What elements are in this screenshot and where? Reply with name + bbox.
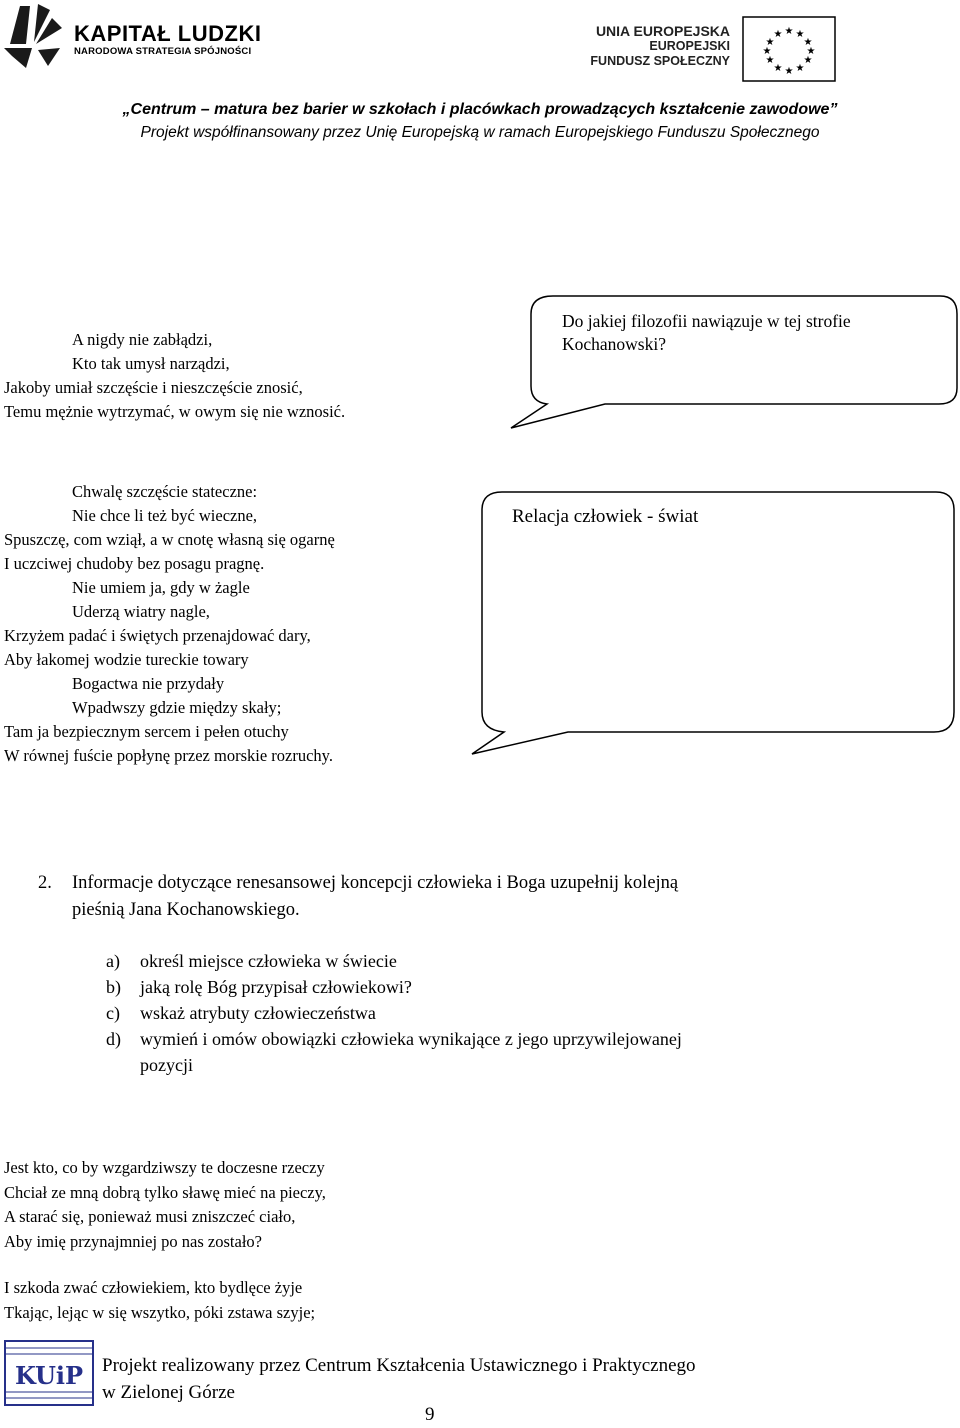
svg-text:★: ★ bbox=[773, 29, 783, 40]
svg-text:★: ★ bbox=[803, 55, 813, 66]
eu-line2: EUROPEJSKI bbox=[649, 39, 730, 53]
svg-text:★: ★ bbox=[784, 66, 794, 77]
kapital-ludzki-logo bbox=[4, 4, 274, 70]
poem-line: Nie umiem ja, gdy w żagle bbox=[72, 578, 250, 597]
bubble-1-line2: Kochanowski? bbox=[562, 334, 667, 354]
stanza-2 bbox=[4, 480, 335, 768]
poem-line: Jakoby umiał szczęście i nieszczęście znosić, bbox=[4, 378, 303, 397]
logo-title: KAPITAŁ LUDZKI bbox=[74, 21, 262, 46]
svg-text:★: ★ bbox=[784, 26, 794, 37]
poem-line: Chwalę szczęście stateczne: bbox=[72, 482, 258, 501]
eu-line1: UNIA EUROPEJSKA bbox=[595, 23, 730, 39]
poem-line: Aby imię przynajmniej po nas zostało? bbox=[4, 1231, 262, 1251]
poem-line: Uderzą wiatry nagle, bbox=[72, 602, 210, 621]
speech-bubble-2 bbox=[468, 488, 958, 760]
kuip-logo-text: KUiP bbox=[14, 1361, 84, 1390]
item-label: a) bbox=[106, 951, 120, 971]
poem-line: Krzyżem padać i świętych przenajdować dary, bbox=[4, 626, 311, 645]
stanza-1 bbox=[4, 328, 345, 424]
poem-line: A starać się, ponieważ musi zniszczeć ciało, bbox=[4, 1207, 296, 1226]
stanza-3 bbox=[4, 1156, 326, 1254]
kapital-ludzki-emblem-icon bbox=[4, 4, 66, 70]
task-2 bbox=[38, 870, 678, 924]
svg-text:★: ★ bbox=[806, 46, 816, 57]
svg-text:★: ★ bbox=[762, 46, 772, 57]
poem-line: Spuszczę, com wziął, a w cnotę własną się ogarnę bbox=[4, 530, 335, 549]
svg-text:★: ★ bbox=[773, 63, 783, 74]
poem-line: Kto tak umysł narządzi, bbox=[72, 354, 230, 373]
poem-line: A nigdy nie zabłądzi, bbox=[72, 330, 213, 349]
list-item bbox=[106, 1000, 682, 1026]
footer-text bbox=[102, 1352, 696, 1406]
item-text: określ miejsce człowieka w świecie bbox=[140, 951, 397, 971]
poem-line: Nie chce li też być wieczne, bbox=[72, 506, 258, 525]
item-label: c) bbox=[106, 1003, 120, 1023]
logo-subtitle: NARODOWA STRATEGIA SPÓJNOŚCI bbox=[74, 46, 252, 57]
item-text: wskaż atrybuty człowieczeństwa bbox=[140, 1003, 376, 1023]
poem-line: Bogactwa nie przydały bbox=[72, 674, 225, 693]
bubble-1-text bbox=[562, 310, 851, 356]
svg-text:★: ★ bbox=[765, 55, 775, 66]
poem-line: Aby łakomej wodzie tureckie towary bbox=[4, 650, 249, 669]
poem-line: Chciał ze mną dobrą tylko sławę mieć na pieczy, bbox=[4, 1182, 326, 1202]
list-item bbox=[106, 948, 682, 974]
kuip-logo bbox=[4, 1340, 94, 1406]
poem-line: Temu mężnie wytrzymać, w owym się nie wznosić. bbox=[4, 402, 346, 421]
poem-line: Tkając, lejąc w się wszytko, póki zstawa szyje; bbox=[4, 1302, 316, 1322]
task-line2: pieśnią Jana Kochanowskiego. bbox=[72, 900, 300, 920]
project-subtitle: Projekt współfinansowany przez Unię Europejską w ramach Europejskiego Funduszu Społecznego bbox=[140, 124, 820, 141]
kuip-logo-icon bbox=[6, 1342, 92, 1404]
svg-text:★: ★ bbox=[765, 37, 775, 48]
item-text: jaką rolę Bóg przypisał człowiekowi? bbox=[140, 977, 412, 997]
item-text-cont: pozycji bbox=[140, 1055, 193, 1075]
bubble-1-line1: Do jakiej filozofii nawiązuje w tej strofie bbox=[562, 311, 851, 331]
task-line1: Informacje dotyczące renesansowej koncepcji człowieka i Boga uzupełnij kolejną bbox=[72, 873, 679, 893]
poem-line: Tam ja bezpiecznym sercem i pełen otuchy bbox=[4, 722, 289, 741]
page-number: 9 bbox=[425, 1404, 435, 1425]
eu-text bbox=[560, 24, 730, 69]
item-text: wymień i omów obowiązki człowieka wynikające z jego uprzywilejowanej bbox=[140, 1029, 682, 1049]
item-label: d) bbox=[106, 1029, 121, 1049]
project-title: „Centrum – matura bez barier w szkołach i placówkach prowadzących kształcenie zawodowe” bbox=[122, 101, 838, 118]
poem-line: Jest kto, co by wzgardziwszy te doczesne rzeczy bbox=[4, 1158, 325, 1177]
poem-line: I uczciwej chudoby bez posagu pragnę. bbox=[4, 554, 265, 573]
bubble-2-text: Relacja człowiek - świat bbox=[512, 506, 699, 527]
footer-line1: Projekt realizowany przez Centrum Kształcenia Ustawicznego i Praktycznego bbox=[102, 1355, 696, 1376]
list-item bbox=[106, 974, 682, 1000]
eu-line3: FUNDUSZ SPOŁECZNY bbox=[590, 54, 730, 68]
poem-line: I szkoda zwać człowiekiem, kto bydlęce żyje bbox=[4, 1278, 303, 1297]
stanza-4 bbox=[4, 1276, 315, 1325]
eu-flag-icon bbox=[742, 16, 836, 82]
poem-line: W równej fuście popłynę przez morskie rozruchy. bbox=[4, 746, 333, 765]
list-item bbox=[106, 1026, 682, 1078]
svg-text:★: ★ bbox=[795, 63, 805, 74]
poem-line: Wpadwszy gdzie między skały; bbox=[72, 698, 282, 717]
item-label: b) bbox=[106, 977, 121, 997]
svg-text:★: ★ bbox=[795, 29, 805, 40]
task-number: 2. bbox=[38, 873, 52, 893]
svg-text:★: ★ bbox=[803, 37, 813, 48]
task-2-items bbox=[106, 948, 682, 1078]
footer-line2: w Zielonej Górze bbox=[102, 1382, 235, 1403]
